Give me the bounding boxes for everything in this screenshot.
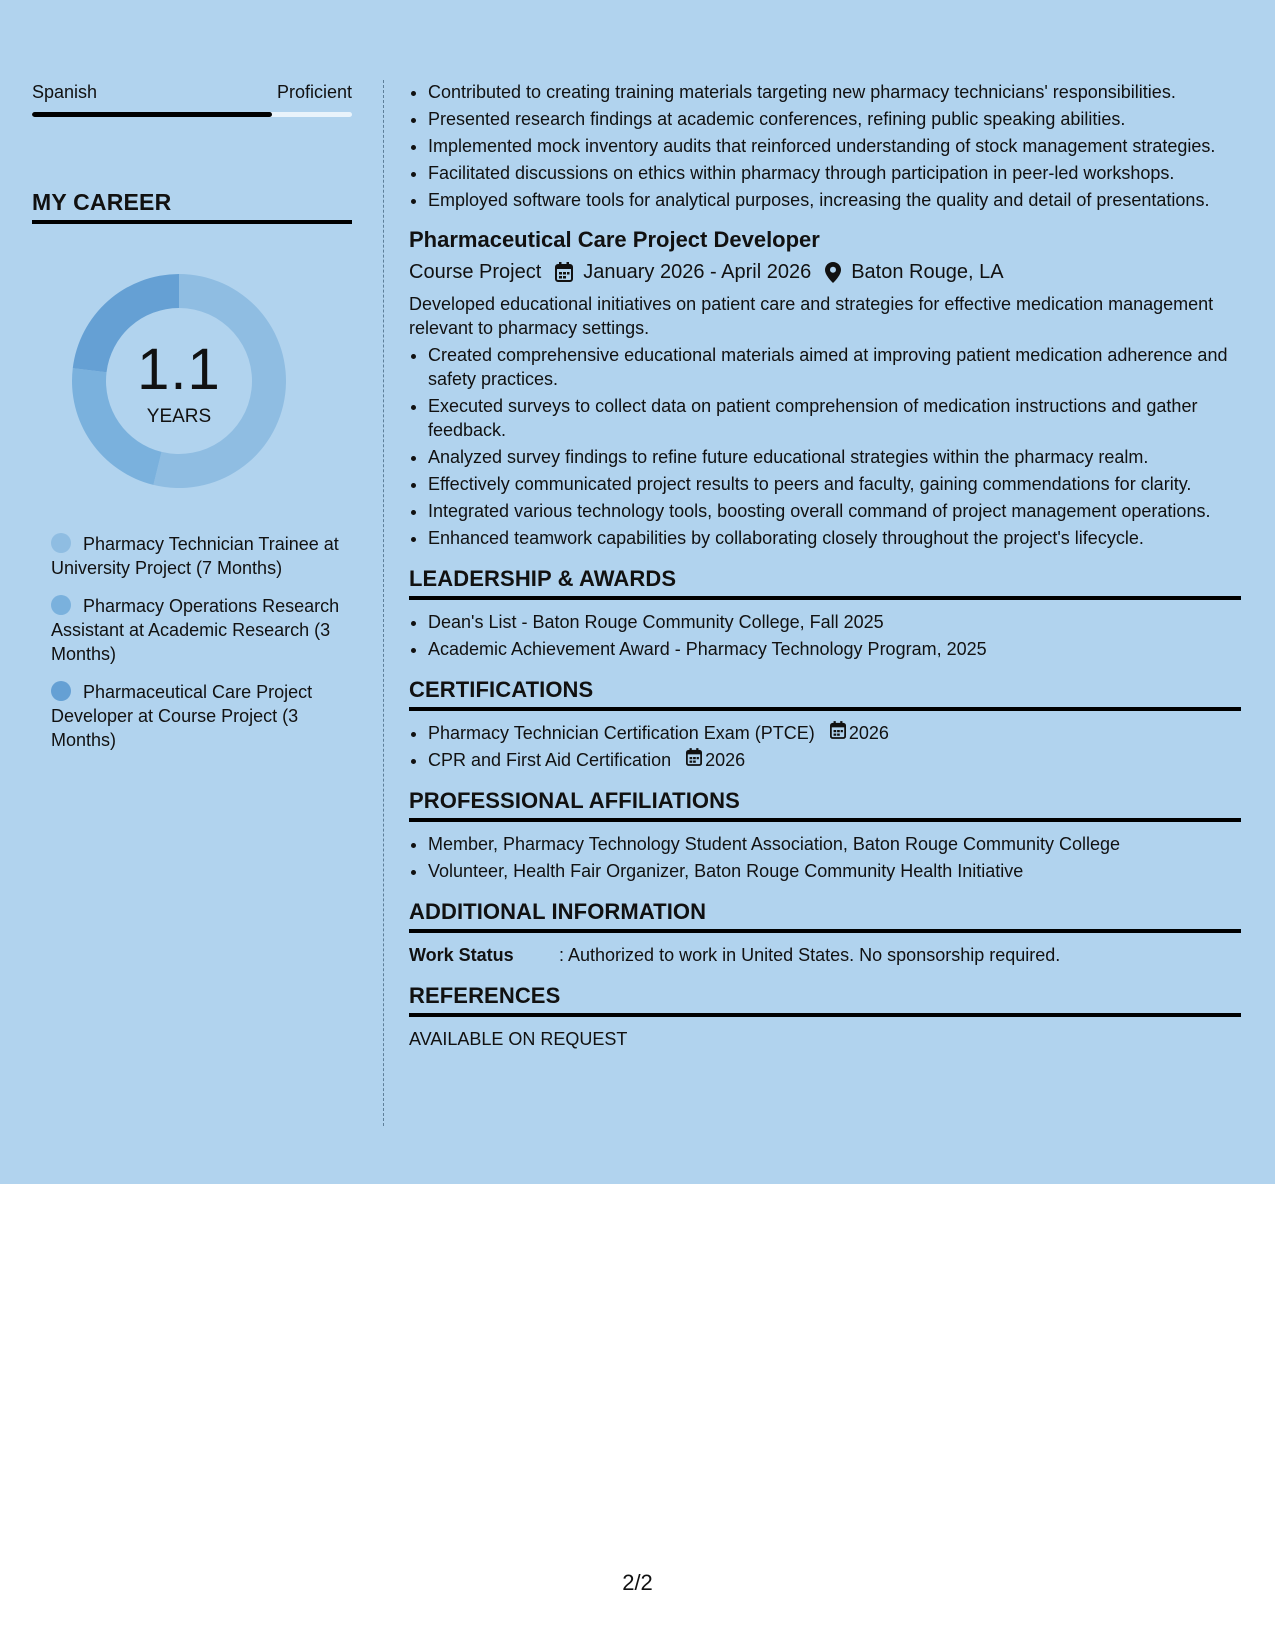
career-legend-item bbox=[51, 680, 352, 752]
career-legend-label: Pharmaceutical Care Project Developer at Course Project (3 Months) bbox=[51, 682, 313, 750]
list-item: • Enhanced teamwork capabilities by collaborating closely throughout the project's lifecycle. bbox=[428, 526, 1241, 550]
references-section-title: REFERENCES bbox=[409, 983, 1241, 1017]
career-donut-chart bbox=[66, 268, 292, 494]
legend-dot bbox=[51, 595, 71, 615]
references-text: AVAILABLE ON REQUEST bbox=[409, 1029, 628, 1049]
list-item: • Integrated various technology tools, boosting overall command of project management operations. bbox=[428, 499, 1241, 523]
right-column bbox=[409, 80, 1241, 1051]
legend-dot bbox=[51, 533, 71, 553]
list-item: • Contributed to creating training materials targeting new pharmacy technicians' responsibilities. bbox=[428, 80, 1241, 104]
affiliations-section-title: PROFESSIONAL AFFILIATIONS bbox=[409, 788, 1241, 822]
calendar-icon bbox=[830, 721, 849, 745]
career-section-title: MY CAREER bbox=[32, 189, 352, 224]
language-name: Spanish bbox=[32, 82, 98, 102]
legend-dot bbox=[51, 681, 71, 701]
career-legend-item bbox=[51, 532, 352, 580]
list-item: • Member, Pharmacy Technology Student Association, Baton Rouge Community College bbox=[428, 832, 1241, 856]
certification-year: 2026 bbox=[848, 723, 889, 743]
page-number: 2/2 bbox=[622, 1570, 653, 1595]
certification-name: CPR and First Aid Certification bbox=[428, 750, 672, 770]
job-dates: January 2026 - April 2026 bbox=[583, 261, 812, 283]
affiliations-list bbox=[409, 832, 1241, 883]
career-legend bbox=[32, 532, 352, 752]
additional-info-section-title: ADDITIONAL INFORMATION bbox=[409, 899, 1241, 933]
certification-year: 2026 bbox=[705, 750, 746, 770]
left-column bbox=[32, 80, 352, 766]
list-item bbox=[428, 721, 1241, 745]
location-pin-icon bbox=[825, 262, 841, 283]
list-item: • Employed software tools for analytical purposes, increasing the quality and detail of presentations. bbox=[428, 188, 1241, 212]
work-status-row bbox=[409, 943, 1241, 967]
career-total-unit: YEARS bbox=[146, 406, 212, 427]
certification-date bbox=[830, 721, 889, 745]
list-item: • Presented research findings at academic conferences, refining public speaking abilities. bbox=[428, 107, 1241, 131]
job-meta bbox=[409, 258, 1241, 286]
language-level: Proficient bbox=[276, 82, 352, 102]
language-row bbox=[32, 80, 352, 104]
list-item: • Academic Achievement Award - Pharmacy Technology Program, 2025 bbox=[428, 637, 1241, 661]
column-divider bbox=[383, 80, 384, 1126]
career-legend-item bbox=[51, 594, 352, 666]
career-legend-label: Pharmacy Operations Research Assistant at Academic Research (3 Months) bbox=[51, 596, 340, 664]
list-item bbox=[428, 748, 1241, 772]
work-status-value: : Authorized to work in United States. No sponsorship required. bbox=[559, 945, 1061, 965]
list-item: • Executed surveys to collect data on patient comprehension of medication instructions and gather feedback. bbox=[428, 394, 1241, 442]
language-proficiency-fill bbox=[32, 112, 272, 117]
certifications-section-title: CERTIFICATIONS bbox=[409, 677, 1241, 711]
list-item: • Analyzed survey findings to refine future educational strategies within the pharmacy realm. bbox=[428, 445, 1241, 469]
list-item: • Created comprehensive educational materials aimed at improving patient medication adherence and safety practices. bbox=[428, 343, 1241, 391]
job-description: Developed educational initiatives on patient care and strategies for effective medication management relevant to pharmacy settings. bbox=[409, 294, 1214, 338]
certification-date bbox=[686, 748, 745, 772]
job-title: Pharmaceutical Care Project Developer bbox=[409, 227, 820, 252]
calendar-icon bbox=[555, 262, 573, 282]
certification-name: Pharmacy Technician Certification Exam (PTCE) bbox=[428, 723, 815, 743]
certifications-list bbox=[409, 721, 1241, 772]
job-bullets bbox=[409, 343, 1241, 550]
previous-job-bullets bbox=[409, 80, 1241, 212]
list-item: • Volunteer, Health Fair Organizer, Baton Rouge Community Health Initiative bbox=[428, 859, 1241, 883]
list-item: • Dean's List - Baton Rouge Community College, Fall 2025 bbox=[428, 610, 1241, 634]
list-item: • Effectively communicated project results to peers and faculty, gaining commendations for clarity. bbox=[428, 472, 1241, 496]
job-location: Baton Rouge, LA bbox=[851, 261, 1004, 283]
leadership-section-title: LEADERSHIP & AWARDS bbox=[409, 566, 1241, 600]
leadership-list bbox=[409, 610, 1241, 661]
language-proficiency-bar bbox=[32, 112, 352, 117]
calendar-icon bbox=[686, 748, 705, 772]
list-item: • Facilitated discussions on ethics within pharmacy through participation in peer-led workshops. bbox=[428, 161, 1241, 185]
list-item: • Implemented mock inventory audits that reinforced understanding of stock management strategies. bbox=[428, 134, 1241, 158]
work-status-label: Work Status bbox=[409, 945, 514, 965]
career-total-value: 1.1 bbox=[137, 337, 221, 402]
job-company: Course Project bbox=[409, 261, 542, 283]
career-legend-label: Pharmacy Technician Trainee at University Project (7 Months) bbox=[51, 534, 339, 578]
